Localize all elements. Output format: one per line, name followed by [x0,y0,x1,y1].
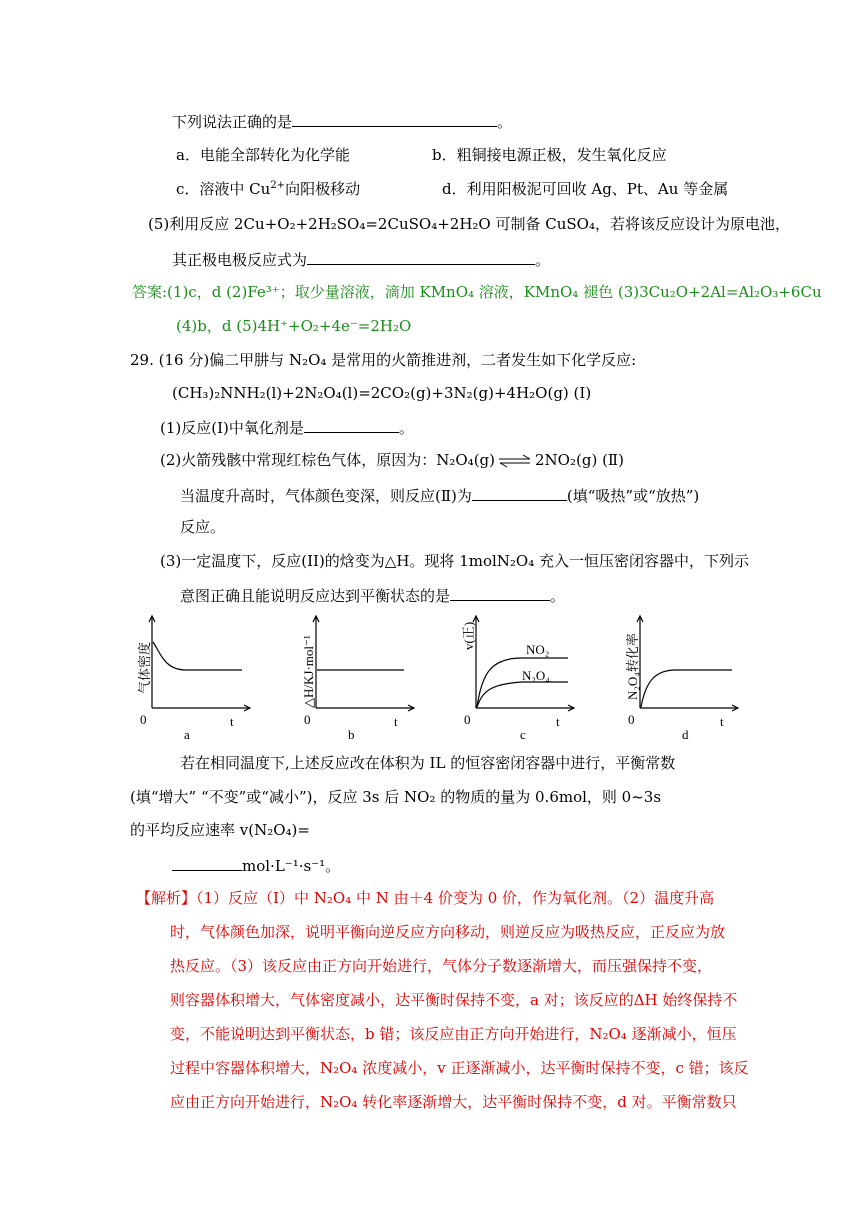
analysis-line5: 变，不能说明达到平衡状态，b 错；该反应由正方向开始进行，N₂O₄ 逐渐减小，恒压 [170,1025,737,1043]
graph-c-origin: 0 [464,712,471,727]
q28-part5-line2: 其正极电极反应式为 。 [172,248,550,270]
graph-c [462,612,612,742]
option-b: b．粗铜接电源正极，发生氧化反应 [432,146,667,164]
analysis-line7: 应由正方向开始进行，N₂O₄ 转化率逐渐增大，达平衡时保持不变，d 对。平衡常数只 [170,1093,737,1111]
q29-intro: 29. (16 分)偏二甲肼与 N₂O₄ 是常用的火箭推进剂，二者发生如下化学反应: [130,351,637,369]
q28-part5-line1: (5)利用反应 2Cu+O₂+2H₂SO₄=2CuSO₄+2H₂O 可制备 CuSO₄，若将该反应设计为原电池， [148,215,790,233]
answer-28-line2: (4)b，d (5)4H⁺+O₂+4e⁻=2H₂O [176,317,412,335]
answer-blank[interactable] [292,110,497,127]
q29-part3b-line2: (填“增大” “不变”或“减小”)，反应 3s 后 NO₂ 的物质的量为 0.6mol，则 0~3s [130,788,662,806]
graph-c-xlabel: t [556,714,560,729]
q29-part3b-line4: mol·L⁻¹·s⁻¹。 [172,854,340,876]
graph-d-caption: d [682,727,689,742]
q29-part3-line1: (3)一定温度下，反应(II)的焓变为△H。现将 1molN₂O₄ 充入一恒压密闭容器中，下列示 [160,552,750,570]
graph-a [138,612,288,742]
graph-d [626,612,776,742]
q29-part2-line2: 当温度升高时，气体颜色变深，则反应(Ⅱ)为 (填“吸热”或“放热”) [180,484,699,506]
q29-part3-line2: 意图正确且能说明反应达到平衡状态的是 。 [180,584,565,606]
option-d: d．利用阳极泥可回收 Ag、Pt、Au 等金属 [442,180,729,198]
q29-part1: (1)反应(I)中氧化剂是 。 [160,416,414,438]
q29-part3b-line1: 若在相同温度下,上述反应改在体积为 IL 的恒容密闭容器中进行，平衡常数 [180,754,676,772]
q29-part2: (2)火箭残骸中常现红棕色气体，原因为：N₂O₄(g) 2NO₂(g) (Ⅱ) [160,451,624,469]
graph-d-ylabel: N₂O₄转化率 [625,633,640,700]
answer-blank[interactable] [307,248,535,265]
graph-c-caption: c [520,727,526,742]
graph-a-xlabel: t [230,714,234,729]
answer-blank[interactable] [304,416,399,433]
q28-prompt: 下列说法正确的是 。 [172,110,512,132]
graph-b [302,612,452,742]
answer-blank[interactable] [472,484,567,501]
graph-b-origin: 0 [304,712,311,727]
option-c: c．溶液中 $Cu^{2+}$向阳极移动 [176,180,361,198]
analysis-tag: 【解析】 [136,889,197,907]
analysis-line4: 则容器体积增大，气体密度减小，达平衡时保持不变，a 对；该反应的ΔH 始终保持不 [170,991,738,1009]
graph-b-xlabel: t [394,714,398,729]
analysis-line3: 热反应。（3）该反应由正方向开始进行，气体分子数逐渐增大，而压强保持不变， [170,957,713,975]
graph-a-ylabel: 气体密度 [137,641,152,694]
graph-a-origin: 0 [140,712,147,727]
graph-a-caption: a [184,727,190,742]
answer-blank[interactable] [172,854,242,871]
graph-c-ylabel: v(正) [461,621,476,650]
option-a: a．电能全部转化为化学能 [176,146,350,164]
q29-part3b-line3: 的平均反应速率 v(N₂O₄)= [130,821,310,839]
q29-equation: (CH₃)₂NNH₂(l)+2N₂O₄(l)=2CO₂(g)+3N₂(g)+4H₂O(g) (I) [172,384,592,402]
analysis-line6: 过程中容器体积增大，N₂O₄ 浓度减小，v 正逐渐减小，达平衡时保持不变，c 错；该反 [170,1059,749,1077]
q29-part2-line3: 反应。 [180,518,226,536]
graph-d-origin: 0 [628,712,635,727]
analysis-line1: 【解析】（1）反应（Ⅰ）中 N₂O₄ 中 N 由＋4 价变为 0 价，作为氧化剂。（2）温度升高 [136,889,715,907]
series-label-no2: NO₂ [526,642,550,657]
analysis-line2: 时，气体颜色加深，说明平衡向逆反应方向移动，则逆反应为吸热反应，正反应为放 [170,923,726,941]
answer-blank[interactable] [450,584,550,601]
series-label-n2o4: N₂O₄ [522,668,550,683]
equilibrium-arrow-icon [497,454,533,468]
graph-b-ylabel: △H/KJ·mol⁻¹ [301,635,316,708]
graph-b-caption: b [348,727,355,742]
graph-d-xlabel: t [720,714,724,729]
answer-28-line1: 答案:(1)c，d (2)Fe³⁺；取少量溶液，滴加 KMnO₄ 溶液，KMnO₄ 褪色 (3)3Cu₂O+2Al=Al₂O₃+6Cu [132,283,822,301]
